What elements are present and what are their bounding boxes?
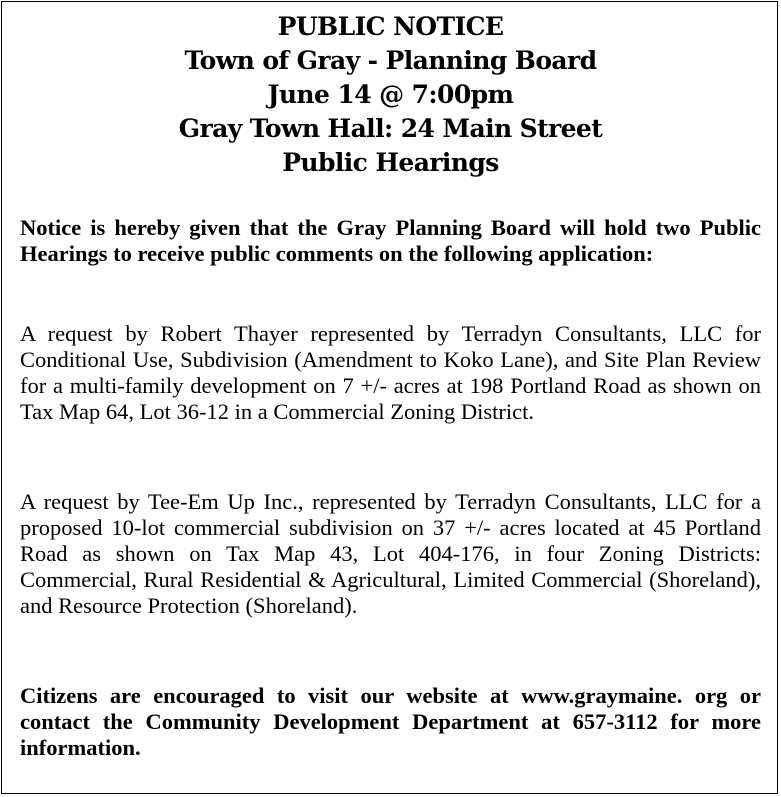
- meeting-location: Gray Town Hall: 24 Main Street: [178, 114, 603, 143]
- closing-paragraph: Citizens are encouraged to visit our website at www.graymaine. org or contact the Community Development Department at 657-3112 for more information.: [20, 683, 761, 760]
- notice-title: PUBLIC NOTICE: [277, 12, 504, 41]
- hearing-type: Public Hearings: [282, 148, 499, 177]
- hearing-item-tee-em-up: A request by Tee-Em Up Inc., represented by Terradyn Consultants, LLC for a proposed 10-lot commercial subdivision on 37 +/- acres located at 45 Portland Road as shown on Tax Map 43, Lot 404-176, in four Zoning Districts: Commercial, Rural Residential & Agricultural, Limited Commercial (Shoreland), and Resource Protection (Shoreland).: [20, 489, 761, 618]
- meeting-date-time: June 14 @ 7:00pm: [267, 80, 514, 109]
- notice-header: [0, 10, 781, 180]
- board-name: Town of Gray - Planning Board: [184, 46, 597, 75]
- hearing-item-thayer: A request by Robert Thayer represented by Terradyn Consultants, LLC for Conditional Use, Subdivision (Amendment to Koko Lane), and Site Plan Review for a multi-family development on 7 +/- acres at 198 Portland Road as shown on Tax Map 64, Lot 36-12 in a Commercial Zoning District.: [20, 321, 761, 424]
- intro-paragraph: Notice is hereby given that the Gray Planning Board will hold two Public Hearings to receive public comments on the following application:: [20, 215, 761, 266]
